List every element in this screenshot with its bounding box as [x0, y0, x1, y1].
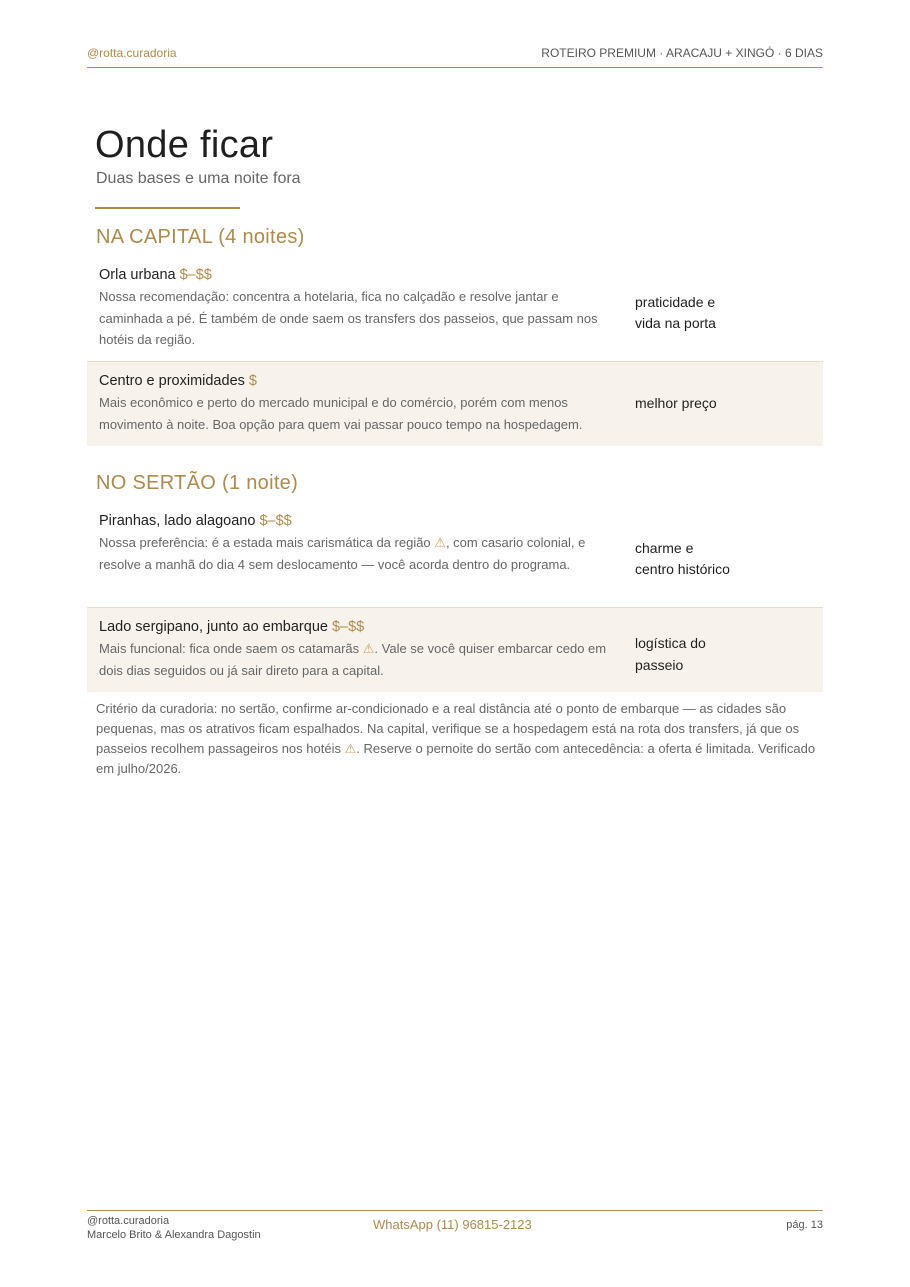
option-title — [99, 371, 615, 391]
option-description — [99, 638, 615, 681]
price-badge: $–$$ — [179, 267, 212, 283]
page-title: Onde ficar — [95, 124, 274, 166]
option-title — [99, 265, 615, 285]
lodging-option-centro — [87, 361, 823, 446]
curation-criteria-note — [96, 699, 818, 779]
page-number: pág. 13 — [786, 1219, 823, 1231]
sertao-options-table — [87, 510, 823, 692]
header-doc-title: ROTEIRO PREMIUM · ARACAJU + XINGÓ · 6 DIAS — [541, 46, 823, 60]
lodging-option-orla — [87, 263, 823, 361]
price-badge: $–$$ — [331, 619, 365, 635]
option-title — [99, 617, 615, 637]
option-name: Lado sergipano, junto ao embarque — [99, 619, 328, 635]
section-heading-capital: NA CAPITAL (4 noites) — [96, 226, 305, 248]
page-footer — [87, 1210, 823, 1251]
option-title — [99, 511, 615, 531]
highlight-line: logística do — [635, 635, 706, 651]
option-name: Centro e proximidades — [99, 373, 245, 389]
lodging-option-sergipano — [87, 607, 823, 692]
option-main — [99, 511, 615, 607]
page-header — [87, 46, 823, 68]
highlight-line: charme e — [635, 539, 694, 556]
option-highlight — [635, 617, 811, 692]
highlight-line: praticidade e — [635, 293, 716, 310]
section-heading-sertao: NO SERTÃO (1 noite) — [96, 472, 299, 494]
description-text: Mais funcional: fica onde saem os catamarãs — [99, 641, 363, 656]
criteria-text: Critério da curadoria: no sertão, confirme ar-condicionado e a real distância até o ponto de embarque — as cidades são pequenas, mas os atrativos ficam espalhados. Na capital, verifique se a hospedagem está na rota dos transfers, já que os passeios recolhem passageiros nos hotéis — [96, 701, 800, 756]
option-main — [99, 617, 615, 692]
description-text: , com casario colonial, e resolve a manhã do dia 4 sem deslocamento — você acorda dentro do programa. — [99, 535, 586, 572]
highlight-line: vida na porta — [635, 315, 716, 331]
option-highlight — [635, 511, 811, 607]
footer-authors: Marcelo Brito & Alexandra Dagostin — [87, 1229, 261, 1241]
option-description — [99, 532, 615, 575]
footer-brand: @rotta.curadoria — [87, 1215, 170, 1227]
criteria-text: . Reserve o pernoite do sertão com antecedência: a oferta é limitada. Verificado em julho/2026. — [96, 741, 816, 776]
description-text: . Vale se você quiser embarcar cedo em dois dias seguidos ou já sair direto para a capital. — [99, 641, 607, 678]
whatsapp-contact: WhatsApp (11) 96815-2123 — [373, 1217, 532, 1232]
page-subtitle: Duas bases e uma noite fora — [96, 170, 301, 187]
option-main — [99, 371, 615, 446]
footer-credits — [87, 1214, 261, 1242]
option-description: Nossa recomendação: concentra a hotelaria, fica no calçadão e resolve jantar e caminhada a pé. É também de onde saem os transfers dos passeios, que passam nos hotéis da região. — [99, 289, 598, 347]
highlight-line: passeio — [635, 656, 684, 673]
highlight-line: melhor preço — [635, 395, 717, 411]
title-divider — [95, 207, 240, 209]
option-name: Piranhas, lado alagoano — [99, 513, 256, 529]
lodging-option-piranhas — [87, 510, 823, 607]
option-highlight — [635, 371, 811, 446]
price-badge: $–$$ — [259, 513, 292, 529]
warning-icon: ⚠ — [344, 741, 357, 756]
option-name: Orla urbana — [99, 267, 176, 283]
price-badge: $ — [248, 373, 257, 389]
description-text: Nossa preferência: é a estada mais carismática da região — [99, 535, 435, 550]
highlight-line: centro histórico — [635, 561, 730, 577]
warning-icon: ⚠ — [434, 535, 446, 550]
capital-options-table — [87, 263, 823, 446]
warning-icon: ⚠ — [362, 641, 375, 656]
option-highlight — [635, 265, 811, 361]
header-brand: @rotta.curadoria — [87, 46, 177, 60]
option-main — [99, 265, 615, 361]
option-description: Mais econômico e perto do mercado municipal e do comércio, porém com menos movimento à noite. Boa opção para quem vai passar pouco tempo na hospedagem. — [99, 395, 583, 432]
